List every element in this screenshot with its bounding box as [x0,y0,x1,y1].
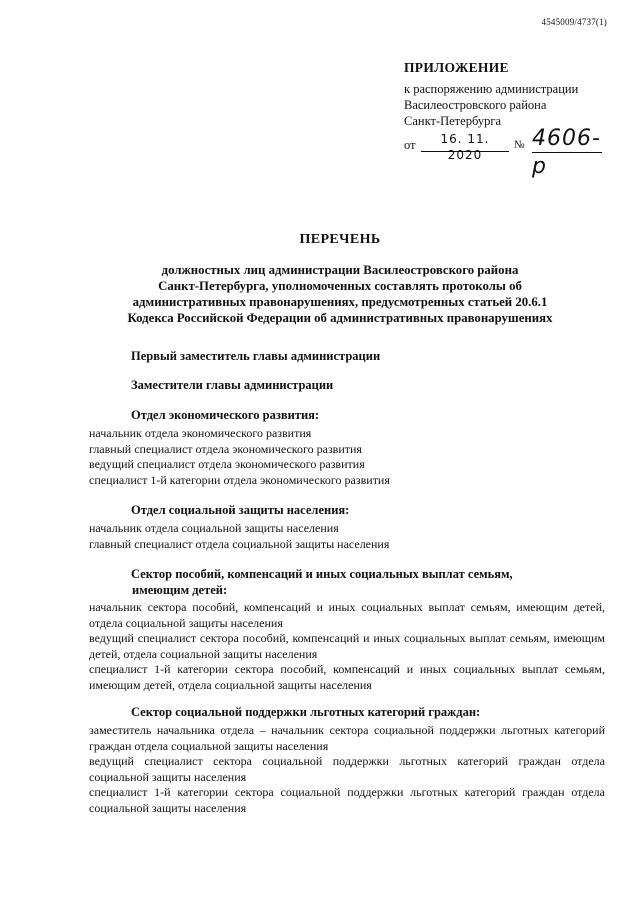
heading-subtitle-line: Кодекса Российской Федерации об административных правонарушениях [127,311,553,325]
section-support-title: Сектор социальной поддержки льготных категорий граждан: [131,705,481,719]
document-date: 16. 11. 2020 [421,131,509,152]
list-item: специалист 1-й категории сектора социальной поддержки льготных категорий граждан отдела социальной защиты населения [89,785,605,815]
appendix-line: к распоряжению администрации [404,82,579,96]
list-item: главный специалист отдела социальной защиты населения [89,536,390,551]
section-deputies: Заместители главы администрации [131,378,334,392]
section-economic-items [89,426,605,488]
from-label: от [404,138,416,152]
list-item: главный специалист отдела экономического развития [89,441,362,456]
list-item: заместитель начальника отдела – начальник сектора социальной поддержки льготных категорий граждан отдела социальной защиты населения [89,723,605,753]
section-benefits-title-line: имеющим детей: [132,583,228,597]
list-item: ведущий специалист сектора социальной поддержки льготных категорий граждан отдела социальной защиты населения [89,754,605,784]
heading-subtitle-line: Санкт-Петербурга, уполномоченных составлять протоколы об [158,279,522,293]
appendix-block [404,60,624,179]
document-number: 4606-р [532,126,601,179]
appendix-line: Санкт-Петербурга [404,114,502,128]
heading-subtitle-line: административных правонарушениях, предусмотренных статьей 20.6.1 [132,295,548,309]
date-number-row [404,126,624,179]
document-code: 4545009/4737(1) [541,17,607,27]
appendix-title: ПРИЛОЖЕНИЕ [404,60,509,75]
section-first-deputy: Первый заместитель главы администрации [131,349,381,363]
number-label: № [514,139,525,151]
heading-title: ПЕРЕЧЕНЬ [299,232,381,247]
section-economic-title: Отдел экономического развития: [131,408,320,422]
section-benefits-title [131,566,513,598]
section-social-items [89,521,605,552]
section-benefits-items [89,600,605,693]
list-item: начальник сектора пособий, компенсаций и иных социальных выплат семьям, имеющим детей, отдела социальной защиты населения [89,600,605,630]
section-benefits-title-line: Сектор пособий, компенсаций и иных социальных выплат семьям, [131,567,513,581]
list-item: начальник отдела экономического развития [89,426,312,440]
list-item: специалист 1-й категории сектора пособий, компенсаций и иных социальных выплат семьям, имеющим детей, отдела социальной защиты населения [89,662,605,692]
list-item: начальник отдела социальной защиты населения [89,521,339,535]
appendix-line: Василеостровского района [404,98,547,112]
heading-subtitle-line: должностных лиц администрации Василеостровского района [161,263,519,277]
list-item: ведущий специалист сектора пособий, компенсаций и иных социальных выплат семьям, имеющим детей, отдела социальной защиты населения [89,631,605,661]
list-item: специалист 1-й категории отдела экономического развития [89,472,390,487]
section-social-title: Отдел социальной защиты населения: [131,503,350,517]
list-item: ведущий специалист отдела экономического развития [89,457,365,471]
section-support-items [89,723,605,816]
document-heading [60,232,620,326]
